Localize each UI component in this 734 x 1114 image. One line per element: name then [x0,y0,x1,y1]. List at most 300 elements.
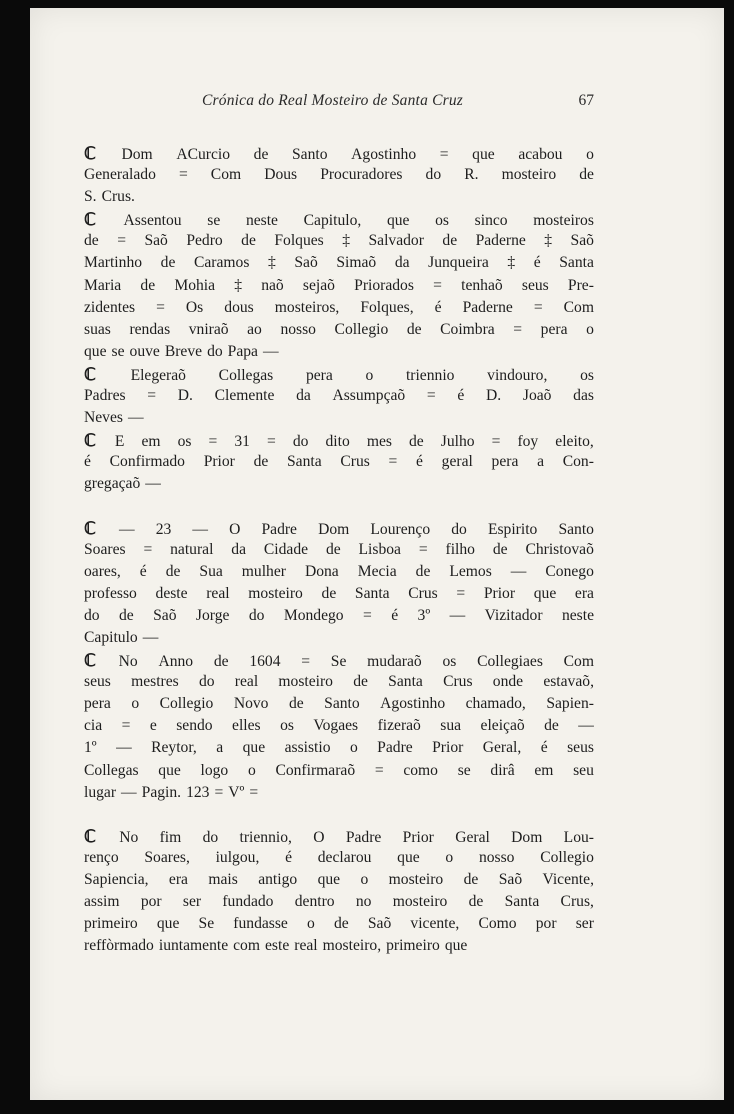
word: com [233,937,260,955]
word: — [510,562,527,580]
word: — [121,783,137,801]
word: No [119,828,139,846]
word: seus [567,739,594,757]
word: em [534,761,554,779]
word: o [365,366,374,384]
word: que [242,739,266,757]
word: Crus. [101,188,135,206]
word: Lisboa [358,540,401,558]
word: real [234,673,259,691]
word: Vº [228,783,245,801]
word: Pagin. [141,783,182,801]
word: Jorge [195,606,230,624]
word: Padre [345,828,382,846]
word: Padres [84,387,126,405]
word: de [165,562,181,580]
word: nosso [478,848,515,866]
word: Com [563,653,594,671]
word: Crus [443,673,473,691]
word: = [143,540,153,558]
word: = [208,433,218,451]
word: Reytor, [151,739,197,757]
word: em [141,433,161,451]
word: Saõ [367,915,392,933]
word: declarou [317,848,372,866]
word: ser [182,893,202,910]
word: de [463,870,479,888]
word: mosteiros [533,212,594,230]
word: Agostinho [351,146,417,163]
word: de [160,254,176,272]
word: os [435,212,449,230]
word: No [118,653,138,671]
word: = [426,387,436,405]
header-title: Crónica do Real Mosteiro de Santa Cruz [202,92,464,109]
word: mosteiro [248,584,303,602]
word: dito [325,433,350,451]
word: que [472,146,495,163]
word: mes [366,433,392,451]
text-line [84,563,594,585]
word: Dona [304,562,339,580]
word: Junqueira [428,254,489,272]
word: — [262,342,279,360]
word: Saõ [153,606,177,624]
word: da [296,387,311,405]
word: Com [563,298,594,316]
word: Padre [261,520,297,538]
word: e [149,717,157,735]
word: Saõ [144,232,168,250]
word: Folques [274,232,324,250]
word: os [280,717,294,735]
word: de [353,673,368,691]
word: Capitulo [84,628,138,646]
word: geral [441,453,473,471]
word: oares, [84,562,121,580]
word: pera [305,366,333,384]
word: chamado, [465,695,526,713]
word: logo [200,761,229,779]
paragraph [84,365,594,431]
word: Prior [203,453,235,471]
word: Paderne [462,298,513,316]
text-line [84,144,594,166]
word: Collegio [159,695,214,713]
word: D. [177,387,193,405]
word: o [307,915,315,933]
word: Anno [158,653,194,671]
word: mosteiro [278,673,333,691]
word: Paderne [475,232,526,250]
word: = [156,298,165,316]
text-line [84,254,594,276]
paragraph-mark: ℂ [84,826,96,846]
word: deste [155,584,188,602]
word: pera [84,695,111,713]
word: que [533,584,557,602]
word: é [84,453,91,471]
word: ouve [129,342,160,360]
word: Os [185,298,204,316]
word: cia [84,717,103,735]
text-line [84,210,594,232]
text-line [84,299,594,321]
word: de [333,915,349,933]
word: Mondego [283,606,344,624]
word: Priorados [354,276,414,294]
word: Geral [455,828,490,846]
word: de [408,433,424,451]
word: estavaõ, [543,673,594,691]
word: de [253,453,269,471]
text-line [84,739,594,761]
word: os [580,366,594,384]
word: — [449,606,466,624]
word: assistio [284,739,331,757]
word: Dom [511,828,543,846]
word: iulgou, [215,848,260,866]
word: Conego [545,562,594,580]
text-line [84,475,594,497]
word: é [533,254,541,272]
word: antigo [258,870,298,888]
word: ao [247,320,262,338]
word: Soares, [144,848,190,866]
word: Crus, [560,893,594,910]
word: R. [464,166,479,184]
word: = [456,584,466,602]
word: ‡ [234,276,243,294]
word: das [573,387,594,405]
word: Martinho [84,254,143,272]
word: assim [84,893,120,910]
word: este [265,937,290,955]
word: de [241,232,256,250]
word: Vogaes [313,717,359,735]
text-line [84,893,594,915]
word: sinco [474,212,508,230]
word: Se [330,653,347,671]
word: = [513,320,523,338]
word: = [267,433,276,451]
page-number: 67 [578,92,594,109]
word: o [360,870,369,888]
word: 23 [155,520,172,538]
word: de [140,276,156,294]
word: de [288,695,304,713]
word: Saõ [498,870,523,888]
word: ‡ [544,232,553,250]
word: Collegio [334,320,389,338]
word: Saõ [570,232,594,250]
word: Coimbra [440,320,495,338]
word: Collegas [84,761,139,779]
word: Collegiaes [477,653,543,671]
text-line [84,166,594,188]
word: primeiro [386,937,440,955]
word: sendo [176,717,213,735]
text-line [84,541,594,563]
word: de [119,606,134,624]
word: gregaçaõ [84,475,141,493]
word: de [492,540,508,558]
word: Crus [408,584,438,602]
word: que [317,870,341,888]
word: O [313,828,325,846]
word: eleiçaõ [480,717,525,735]
word: 123 [186,783,210,801]
text-line [84,915,594,937]
text-line [84,453,594,475]
word: — [127,409,144,427]
word: iuntamente [158,937,229,955]
document-body [84,144,594,959]
word: de [253,146,269,163]
word: Novo [233,695,269,713]
text-line [84,849,594,871]
word: 1604 [249,653,281,671]
word: S. [84,188,97,206]
word: de [84,232,99,250]
word: seus [84,673,111,691]
word: Simaõ [336,254,377,272]
text-line [84,387,594,409]
word: Folques, [360,298,414,316]
paragraph [84,431,594,497]
text-line [84,629,594,651]
word: por [140,893,162,910]
word: Maria [84,276,122,294]
word: Sua [199,562,223,580]
word: do [248,606,265,624]
word: real [294,937,318,955]
word: zidentes [84,298,136,316]
word: Dous [264,166,298,184]
word: pera [491,453,519,471]
paragraph [84,144,594,210]
paragraph [84,651,594,806]
word: = [121,717,131,735]
word: Vicente, [542,870,594,888]
word: mulher [241,562,286,580]
word: filho [445,540,475,558]
word: Prior [402,828,434,846]
word: do [202,828,219,846]
word: Procuradores [320,166,403,184]
paragraph [84,210,594,365]
word: Sapiencia, [84,870,149,888]
word: do [425,166,442,184]
word: 31 [234,433,250,451]
word: é [540,739,548,757]
paragraph [84,827,594,960]
word: é [391,606,399,624]
word: — [116,739,132,757]
word: naõ [261,276,284,294]
word: os [177,433,192,451]
word: eleito, [555,433,594,451]
word: neste [245,212,278,230]
word: triennio, [239,828,292,846]
word: o [247,761,256,779]
word: sejaõ [302,276,335,294]
word: Joaõ [522,387,552,405]
word: mosteiro [501,166,557,184]
word: Vizitador [484,606,543,624]
paragraph-mark: ℂ [84,431,96,451]
word: de [468,893,484,910]
word: Capitulo, [303,212,362,230]
word: ACurcio [176,146,231,163]
word: Christovaõ [525,540,594,558]
word: é [457,387,465,405]
word: ‡ [267,254,276,272]
word: = [249,783,259,801]
word: dirâ [490,761,515,779]
word: Saõ [294,254,318,272]
word: Prior [483,584,516,602]
word: ‡ [342,232,351,250]
word: = [388,453,398,471]
paragraph [84,519,594,652]
word: da [231,540,247,558]
word: real [206,584,230,602]
word: a [537,453,544,471]
word: dous [224,298,254,316]
word: se [111,342,125,360]
word: triennio [405,366,455,384]
word: Clemente [214,387,275,405]
word: Santa [354,584,390,602]
word: que [397,848,420,866]
word: 1º [84,739,97,757]
word: mosteiro [388,870,444,888]
word: de [579,166,594,184]
word: que [84,342,107,360]
paragraph-mark: ℂ [84,651,96,671]
word: Santo [291,146,328,163]
word: natural [170,540,214,558]
word: = [363,606,372,624]
word: Pre- [567,276,594,294]
word: Santa [504,893,540,910]
word: lugar [84,783,117,801]
word: mosteiros, [274,298,340,316]
word: Assentou [123,212,182,230]
word: renço [84,848,119,866]
word: de [321,584,337,602]
word: reffòrmado [84,937,154,955]
word: Lemos [449,562,492,580]
word: acabou [518,146,563,163]
text-line [84,827,594,849]
word: = [491,433,501,451]
word: Santa [388,673,423,691]
text-line [84,585,594,607]
word: Lourenço [370,520,431,538]
word: de [544,717,559,735]
word: Soares [84,540,126,558]
word: = [533,298,543,316]
text-line [84,762,594,784]
word: o [131,695,140,713]
word: do [84,606,100,624]
word: Dom [121,146,153,163]
text-line [84,321,594,343]
word: Cidade [263,540,309,558]
word: que [386,212,410,230]
word: neste [561,606,594,624]
word: é [416,453,423,471]
word: se [457,761,471,779]
word: O [229,520,241,538]
word: Papa [227,342,258,360]
word: Se [198,915,215,933]
word: do [451,520,467,538]
word: = [178,166,188,184]
word: mestres [131,673,179,691]
word: do [207,342,223,360]
word: — [578,717,594,735]
text-line [84,365,594,387]
word: ‡ [507,254,516,272]
word: Dom [318,520,350,538]
word: é [285,848,293,866]
text-line [84,188,594,210]
word: Lou- [563,828,594,846]
word: = [301,653,311,671]
word: = [433,276,442,294]
word: o [445,848,454,866]
word: Pedro [186,232,223,250]
word: o [349,739,358,757]
word: professo [84,584,137,602]
word: Espirito [487,520,538,538]
text-line [84,937,594,959]
word: dentro [294,893,335,910]
word: Como [478,915,517,933]
word: Com [210,166,242,184]
document-page [30,8,724,1100]
word: primeiro [84,915,138,933]
word: Confirmaraõ [275,761,356,779]
word: era [168,870,188,888]
word: seus [521,276,549,294]
word: de [325,540,341,558]
word: foy [517,433,539,451]
word: = [439,146,449,163]
word: nosso [280,320,316,338]
text-line [84,784,594,806]
word: = [147,387,157,405]
word: era [574,584,594,602]
word: a [216,739,224,757]
word: Agostinho [380,695,446,713]
word: mudaraõ [367,653,422,671]
paragraph-mark: ℂ [84,144,96,163]
word: fim [159,828,182,846]
word: — [142,628,159,646]
text-line [84,277,594,299]
word: que [156,915,180,933]
word: de [442,232,458,250]
word: — [192,520,208,538]
word: onde [492,673,524,691]
word: Santo [324,695,360,713]
word: = [117,232,126,250]
word: Santo [558,520,594,538]
